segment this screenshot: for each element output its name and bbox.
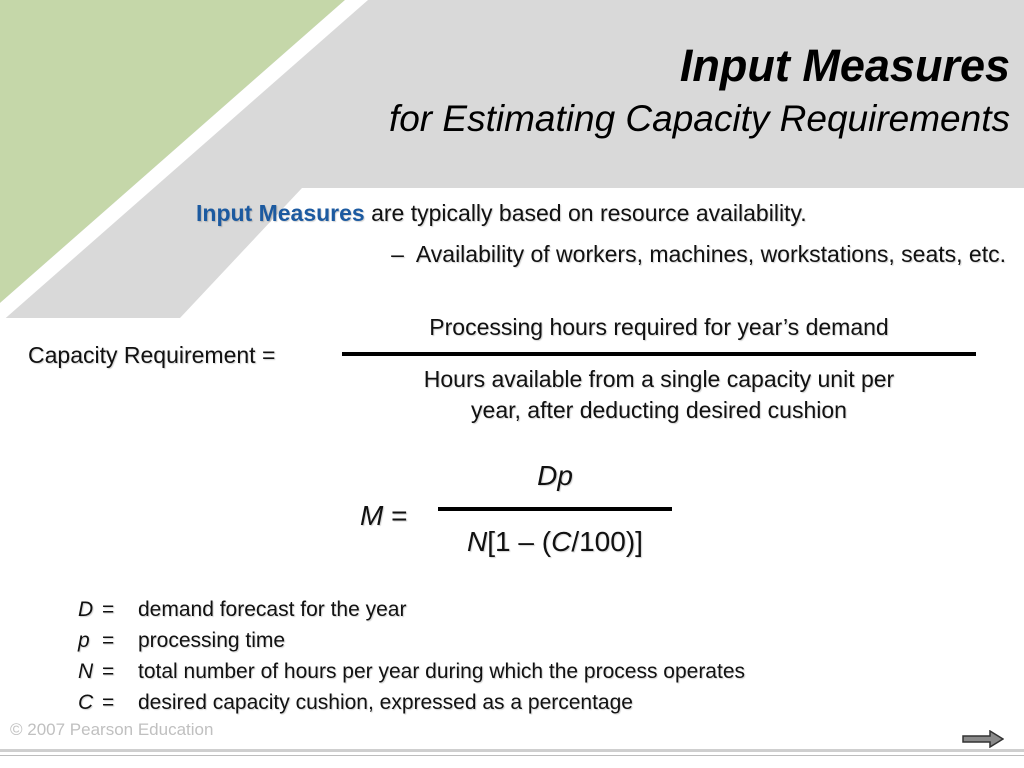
definition-row xyxy=(78,625,745,656)
definition-variable: N xyxy=(78,660,94,683)
definition-row xyxy=(78,687,745,718)
slide-title-block xyxy=(389,38,1010,144)
footer-divider xyxy=(0,749,1024,752)
bullet-primary xyxy=(196,200,807,227)
definition-text: total number of hours per year during which the process operates xyxy=(138,660,746,683)
capacity-fraction-bar xyxy=(342,352,976,356)
m-den-n: N xyxy=(467,526,488,557)
definition-equals: = xyxy=(102,598,115,621)
definition-row xyxy=(78,594,745,625)
bullet-secondary xyxy=(391,241,1006,268)
m-fraction-bar xyxy=(438,507,672,511)
definition-equals: = xyxy=(102,660,115,683)
footer-divider-thin xyxy=(0,755,1024,756)
arrow-right-icon[interactable] xyxy=(962,730,1004,748)
m-variable: M xyxy=(360,500,384,531)
definition-variable: C xyxy=(78,691,94,714)
capacity-denominator-line2: year, after deducting desired cushion xyxy=(471,397,847,423)
capacity-denominator xyxy=(342,364,976,426)
definition-row xyxy=(78,656,745,687)
bullet-dash: – xyxy=(391,241,404,267)
m-den-mid2: /100)] xyxy=(571,526,643,557)
slide-title: Input Measures xyxy=(679,40,1010,91)
bullet-secondary-text: Availability of workers, machines, workstations, seats, etc. xyxy=(415,241,1006,267)
definition-variable: p xyxy=(78,629,90,652)
definition-text: processing time xyxy=(138,629,286,652)
bullet-highlight: Input Measures xyxy=(196,200,365,226)
definition-variable: D xyxy=(78,598,94,621)
slide-subtitle: for Estimating Capacity Requirements xyxy=(388,98,1010,139)
definition-equals: = xyxy=(102,629,115,652)
capacity-numerator: Processing hours required for year’s demand xyxy=(429,314,889,340)
m-den-mid1: [1 – ( xyxy=(487,526,552,557)
definition-text: desired capacity cushion, expressed as a percentage xyxy=(138,691,633,714)
m-equals: = xyxy=(383,500,408,531)
m-den-c: C xyxy=(551,526,572,557)
capacity-requirement-label: Capacity Requirement = xyxy=(28,342,276,368)
variable-definitions xyxy=(78,594,745,718)
m-formula-lhs xyxy=(360,500,407,532)
definition-text: demand forecast for the year xyxy=(138,598,407,621)
m-denominator xyxy=(435,526,675,558)
copyright-footer: © 2007 Pearson Education xyxy=(10,720,214,739)
m-numerator: Dp xyxy=(537,460,573,491)
definition-equals: = xyxy=(102,691,115,714)
capacity-denominator-line1: Hours available from a single capacity unit per xyxy=(423,366,895,392)
bullet-primary-text: are typically based on resource availability. xyxy=(364,200,807,226)
